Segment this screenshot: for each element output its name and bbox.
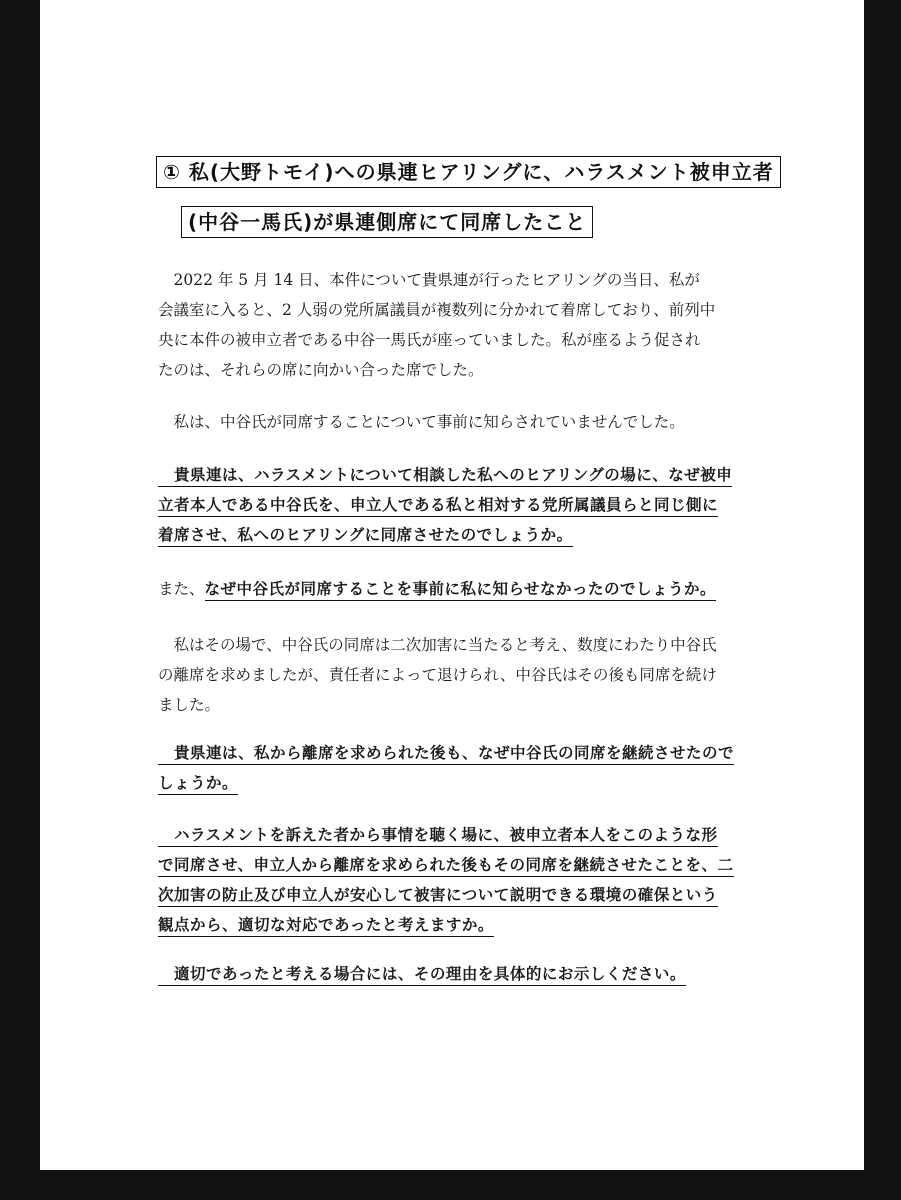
text-line: ました。: [158, 696, 221, 714]
underlined-text: 立者本人である中谷氏を、申立人である私と相対する党所属議員らと同じ側に: [158, 496, 718, 517]
question-4: [158, 820, 750, 940]
underlined-text: で同席させ、申立人から離席を求められた後もその同席を継続させたことを、二: [158, 856, 734, 877]
underlined-text: 着席させ、私へのヒアリングに同席させたのでしょうか。: [158, 526, 573, 547]
document-page: [40, 0, 864, 1170]
text-line: 私はその場で、中谷氏の同席は二次加害に当たると考え、数度にわたり中谷氏: [158, 636, 717, 654]
underlined-text: ハラスメントを訴えた者から事情を聴く場に、被申立者本人をこのような形: [158, 826, 718, 847]
question-1: [158, 460, 750, 550]
question-5: [158, 959, 750, 989]
paragraph-not-informed: [158, 407, 750, 437]
text-line: 央に本件の被申立者である中谷一馬氏が座っていました。私が座るよう促され: [158, 331, 701, 349]
text-line: の離席を求めましたが、責任者によって退けられ、中谷氏はその後も同席を続け: [158, 666, 717, 684]
paragraph-hearing-date: [158, 265, 750, 385]
underlined-text: 適切であったと考える場合には、その理由を具体的にお示しください。: [158, 965, 686, 986]
underlined-text: 観点から、適切な対応であったと考えますか。: [158, 916, 494, 937]
text-line: 会議室に入ると、2 人弱の党所属議員が複数列に分かれて着席しており、前列中: [158, 301, 716, 319]
underlined-text: 貴県連は、ハラスメントについて相談した私へのヒアリングの場に、なぜ被申: [158, 466, 732, 487]
question-2: [158, 574, 750, 604]
text-line: 2022 年 5 月 14 日、本件について貴県連が行ったヒアリングの当日、私が: [158, 271, 700, 289]
underlined-text: なぜ中谷氏が同席することを事前に私に知らせなかったのでしょうか。: [205, 580, 717, 601]
text-line: 私は、中谷氏が同席することについて事前に知らされていませんでした。: [158, 413, 685, 431]
underlined-text: 次加害の防止及び申立人が安心して被害について説明できる環境の確保という: [158, 886, 718, 907]
section-heading-line-2: (中谷一馬氏)が県連側席にて同席したこと: [181, 206, 593, 238]
underlined-text: 貴県連は、私から離席を求められた後も、なぜ中谷氏の同席を継続させたので: [158, 744, 734, 765]
paragraph-removal-request: [158, 630, 750, 720]
section-heading-line-1: ① 私(大野トモイ)への県連ヒアリングに、ハラスメント被申立者: [156, 156, 781, 188]
question-2-prefix: また、: [158, 580, 205, 598]
text-line: たのは、それらの席に向かい合った席でした。: [158, 361, 484, 379]
question-3: [158, 738, 750, 798]
underlined-text: しょうか。: [158, 774, 238, 795]
